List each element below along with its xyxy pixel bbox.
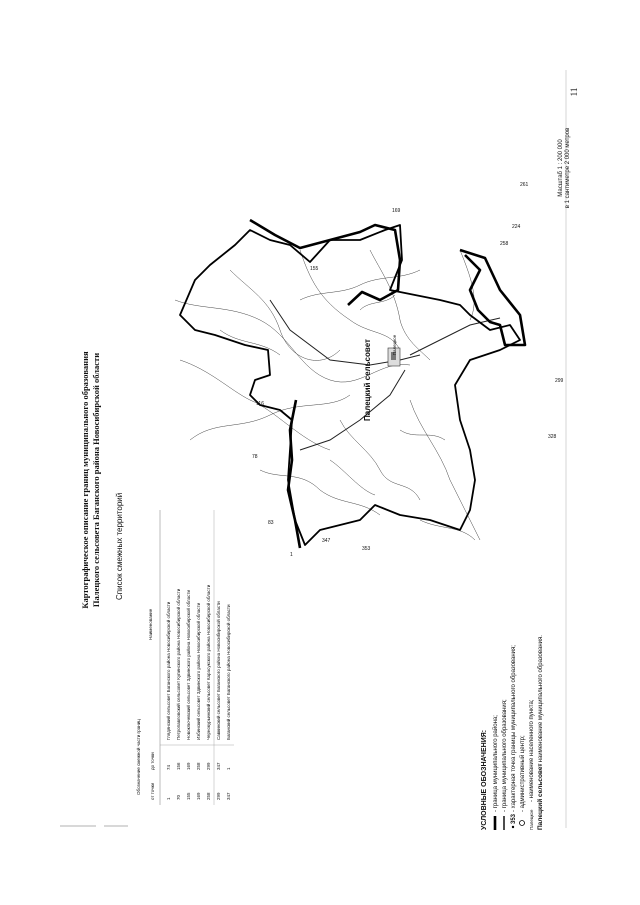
municipality-label: Палецкий сельсовет [363,339,372,421]
legend-municipality-sym: Палецкий сельсовет [537,763,544,830]
point-169: 169 [392,208,401,214]
legend-item-1: - граница муниципального района; [493,715,499,812]
row-from: 299 [216,792,221,800]
adjacent-col-group: Обозначение смежной части границ [136,719,141,795]
scale-block [558,128,571,209]
adjacent-table [115,493,234,805]
point-258: 258 [500,241,509,247]
row-name: Избинский сельсовет Здвинского района Новосибирской области [196,602,201,740]
row-to: 299 [206,762,211,770]
row-to: 156 [176,762,181,770]
map-main-road [270,300,500,450]
point-116: 116 [256,401,264,407]
point-328: 328 [548,434,557,440]
legend-center-icon [520,821,525,826]
row-name: Савкинский сельсовет Баганского района Новосибирской области [216,601,221,740]
row-to: 258 [196,762,201,770]
legend-item-4: - административный центр; [520,735,526,812]
row-to: 1 [226,767,231,770]
point-261: 261 [520,182,529,188]
adjacent-col-from: от точки [150,783,155,800]
legend-settlement-sym: Палецкое [529,809,534,830]
title-line-1: Картографическое описание границ муниципального образования [80,351,90,609]
point-299: 299 [555,378,564,384]
title-block [80,351,101,609]
scale-line-1: Масштаб 1 : 200 000 [558,139,564,197]
row-from: 1 [166,797,171,800]
point-224: 224 [512,224,521,230]
legend-item-6: - наименование муниципального образования. [538,635,544,766]
point-78: 78 [252,454,258,460]
boundary-points [252,182,564,558]
legend-item-3: - характерная точка границы муниципального образования; [511,645,517,812]
row-to: 347 [216,762,221,770]
adjacent-rows [165,584,231,800]
row-to: 74 [166,764,171,770]
title-line-2: Палецкого сельсовета Баганского района Новосибирской области [91,352,101,608]
scale-line-2: в 1 сантиметре 2 000 метров [565,127,571,209]
legend-item-2: - граница муниципального образования; [502,699,508,812]
row-to: 169 [186,762,191,770]
legend-point-sym: 353 [511,813,517,824]
row-from: 169 [196,792,201,800]
adjacent-col-to: до точки [150,752,155,770]
point-83: 83 [268,520,274,526]
settlement-label: Палецкое [392,334,397,356]
row-from: 258 [206,792,211,800]
row-name: Глядянский сельсовет Баганского района Новосибирской области [166,601,171,740]
point-347: 347 [322,538,331,544]
point-353: 353 [362,546,371,552]
row-name: Петропавловский сельсовет Купинского района Новосибирской области [176,588,181,740]
point-1: 1 [290,552,293,558]
adjacent-heading: Список смежных территорий [115,492,124,600]
point-155: 155 [310,266,319,272]
row-name: Баганский сельсовет Баганского района Новосибирской области [226,604,231,740]
row-from: 155 [186,792,191,800]
legend-item-5: - наименование населенного пункта; [529,699,535,802]
legend [481,635,544,830]
page-number: 11 [569,87,579,97]
row-from: 70 [176,794,181,800]
legend-point-icon [512,826,514,828]
legend-heading: УСЛОВНЫЕ ОБОЗНАЧЕНИЯ: [481,729,488,830]
row-name: Чернокурьинский сельсовет Карасукского района Новосибирской области [206,584,211,740]
adjacent-col-name: Наименование [148,608,153,640]
municipality-boundary [180,225,520,545]
row-from: 347 [226,792,231,800]
row-name: Новоключевский сельсовет Здвинского района Новосибирской области [186,590,191,740]
map-roads [175,250,480,540]
